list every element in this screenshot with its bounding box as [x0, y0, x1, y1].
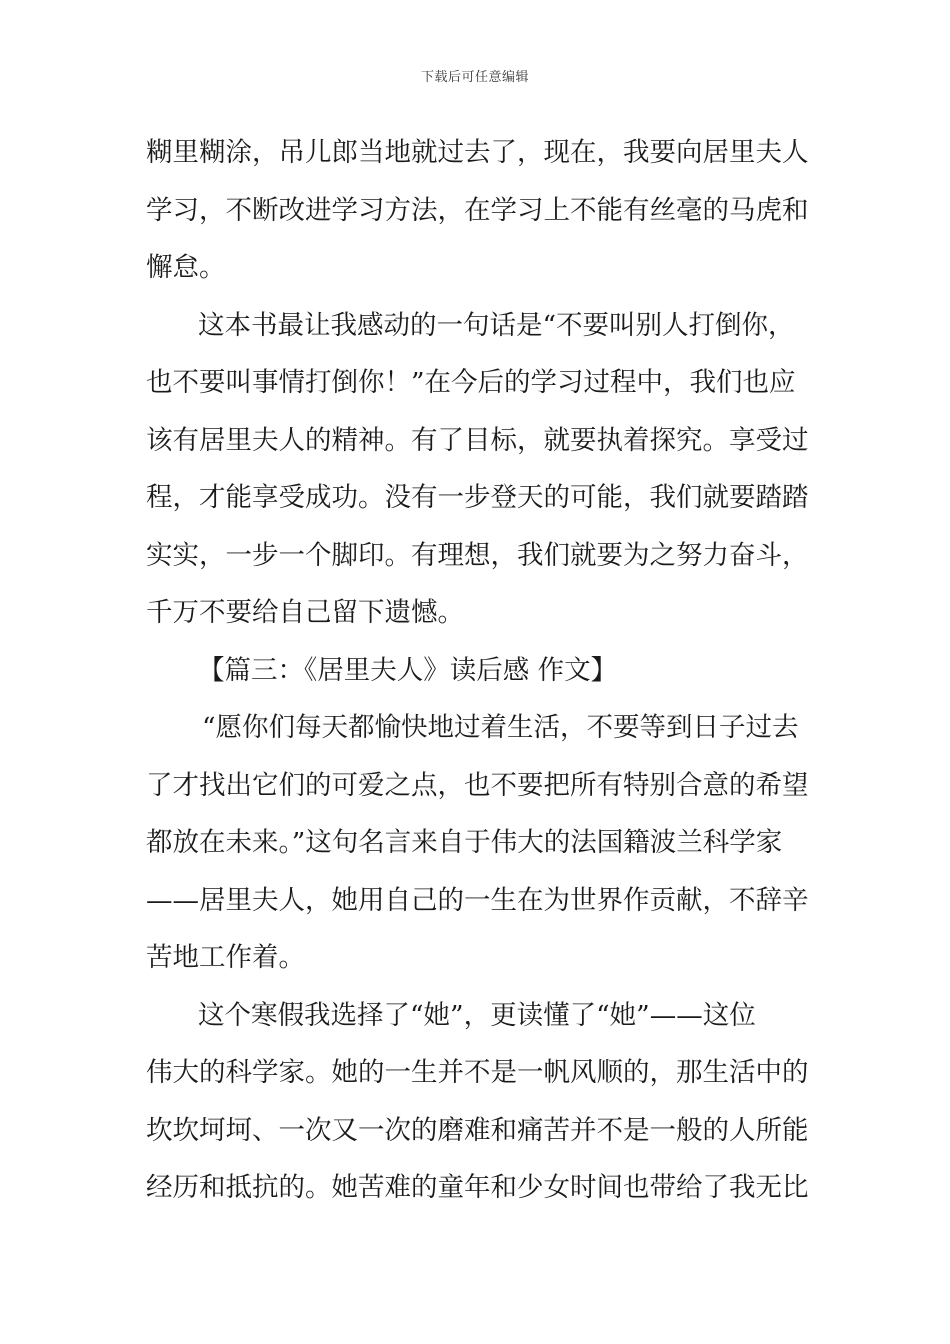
text-line: 伟大的科学家。她的一生并不是一帆风顺的，那生活中的: [146, 1057, 809, 1088]
text-line: 这本书最让我感动的一句话是“不要叫别人打倒你，: [198, 309, 795, 341]
text-line: 学习，不断改进学习方法，在学习上不能有丝毫的马虎和: [146, 194, 809, 226]
text-line: 都放在未来。”这句名言来自于伟大的法国籍波兰科学家: [146, 827, 783, 858]
text-line: 程，才能享受成功。没有一步登天的可能，我们就要踏踏: [146, 482, 809, 513]
page-header: 下载后可任意编辑: [420, 70, 529, 85]
text-line: 懈怠。: [146, 252, 226, 283]
text-line: ——居里夫人，她用自己的一生在为世界作贡献，不辞辛: [146, 884, 809, 916]
section-heading: 【篇三：《居里夫人》读后感 作文】: [198, 654, 618, 686]
text-line: 实实，一步一个脚印。有理想，我们就要为之努力奋斗，: [146, 539, 809, 571]
text-line: 这个寒假我选择了“她”，更读懂了“她”——这位: [198, 999, 756, 1031]
text-line: 该有居里夫人的精神。有了目标，就要执着探究。享受过: [146, 424, 809, 456]
text-line: 糊里糊涂，吊儿郎当地就过去了，现在，我要向居里夫人: [146, 137, 809, 168]
text-line: “愿你们每天都愉快地过着生活，不要等到日子过去: [202, 712, 799, 743]
text-line: 了才找出它们的可爱之点，也不要把所有特别合意的希望: [146, 769, 809, 801]
text-line: 苦地工作着。: [146, 942, 305, 973]
document-body: [146, 124, 811, 1217]
text-line: 坎坎坷坷、一次又一次的磨难和痛苦并不是一般的人所能: [146, 1114, 809, 1146]
text-line: 也不要叫事情打倒你！”在今后的学习过程中，我们也应: [146, 367, 796, 398]
text-line: 经历和抵抗的。她苦难的童年和少女时间也带给了我无比: [146, 1172, 809, 1203]
text-line: 千万不要给自己留下遗憾。: [146, 597, 464, 628]
